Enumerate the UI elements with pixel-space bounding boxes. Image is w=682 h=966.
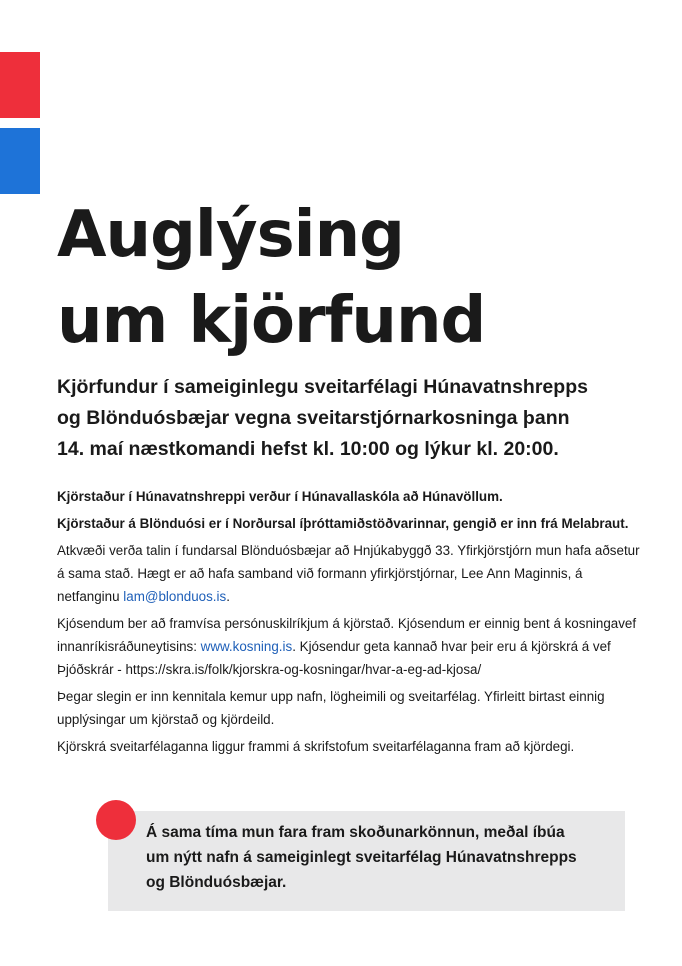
identification-text-end: . Kjósendur geta kannað hvar þeir eru á kjörskrá á vef Þjóðskrár - https://skra.is/folk/kjorskra-og-kosningar/hvar-a-eg-ad-kjosa/ bbox=[57, 639, 611, 677]
lead-paragraph bbox=[57, 372, 647, 465]
lead-line-3: 14. maí næstkomandi hefst kl. 10:00 og lýkur kl. 20:00. bbox=[57, 438, 559, 460]
vote-count-text: Atkvæði verða talin í fundarsal Blönduósbæjar að Hnjúkabyggð 33. Yfirkjörstjórn mun hafa aðsetur á sama stað. Hægt er að hafa samband við formann yfirkjörstjórnar, Lee Ann Maginnis, á netfanginu bbox=[57, 543, 640, 604]
red-accent-bar bbox=[0, 52, 40, 118]
email-link[interactable]: lam@blonduos.is bbox=[123, 589, 227, 604]
notice-line-1: Á sama tíma mun fara fram skoðunarkönnun, meðal íbúa bbox=[146, 824, 565, 841]
title-line-1: Auglýsing bbox=[57, 198, 404, 272]
notice-text bbox=[146, 820, 616, 895]
red-dot-icon bbox=[96, 800, 136, 840]
vote-count-text-end: . bbox=[226, 589, 230, 604]
notice-line-2: um nýtt nafn á sameiginlegt sveitarfélag Húnavatnshrepps bbox=[146, 849, 577, 866]
blue-accent-bar bbox=[0, 128, 40, 194]
title-line-2: um kjörfund bbox=[57, 284, 486, 358]
polling-place-hunavatnshreppur: Kjörstaður í Húnavatnshreppi verður í Húnavallaskóla að Húnavöllum. bbox=[57, 489, 503, 504]
kosning-link[interactable]: www.kosning.is bbox=[200, 639, 293, 654]
identification-text: Kjósendum ber að framvísa persónuskilríkjum á kjörstað. Kjósendum er einnig bent á kosningavef innanríkisráðuneytisins: bbox=[57, 616, 637, 654]
vote-count-paragraph bbox=[57, 539, 647, 608]
lead-line-2: og Blönduósbæjar vegna sveitarstjórnarkosninga þann bbox=[57, 407, 570, 429]
lead-line-1: Kjörfundur í sameiginlegu sveitarfélagi Húnavatnshrepps bbox=[57, 376, 588, 398]
page-title bbox=[57, 192, 657, 364]
electoral-roll-paragraph: Kjörskrá sveitarfélaganna liggur frammi á skrifstofum sveitarfélaganna fram að kjördegi. bbox=[57, 739, 575, 754]
kennitala-paragraph: Þegar slegin er inn kennitala kemur upp nafn, lögheimili og sveitarfélag. Yfirleitt birtast einnig upplýsingar um kjörstað og kjördeild. bbox=[57, 689, 605, 727]
identification-paragraph bbox=[57, 612, 647, 681]
body-text bbox=[57, 485, 647, 762]
polling-place-blonduos: Kjörstaður á Blönduósi er í Norðursal íþróttamiðstöðvarinnar, gengið er inn frá Melabraut. bbox=[57, 516, 629, 531]
notice-line-3: og Blönduósbæjar. bbox=[146, 874, 287, 891]
